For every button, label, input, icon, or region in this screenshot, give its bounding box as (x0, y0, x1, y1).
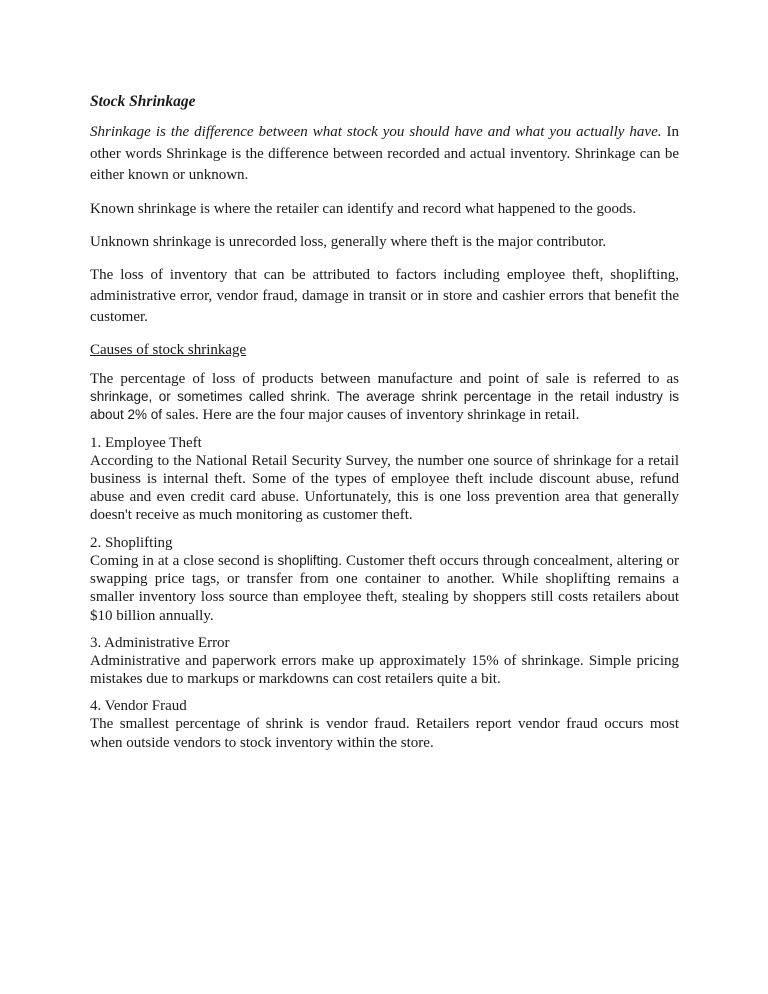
cause-body-part-a: Coming in at a close second is (90, 552, 278, 569)
intro-paragraph (90, 122, 679, 187)
causes-intro-part-c: sales. Here are the four major causes of inventory shrinkage in retail. (162, 406, 580, 423)
causes-intro-part-a: The percentage of loss of products between manufacture and point of sale is referred to as (90, 370, 679, 387)
cause-employee-theft (90, 434, 679, 525)
intro-definition: Shrinkage is the difference between what stock you should have and what you actually have. (90, 124, 662, 140)
known-shrinkage-paragraph: Known shrinkage is where the retailer can identify and record what happened to the goods. (90, 200, 637, 217)
intro-rest: In other words Shrinkage is the difference between recorded and actual inventory. Shrinkage can be either known or unknown. (90, 124, 679, 183)
causes-intro-part-b: shrinkage, or sometimes called shrink. The average shrink percentage in the retail industry is about 2% of (90, 388, 679, 422)
cause-body (90, 552, 679, 625)
cause-heading: 4. Vendor Fraud (90, 698, 187, 715)
cause-administrative-error (90, 634, 679, 689)
cause-body-part-c: Customer theft occurs through concealment, altering or swapping price tags, or transfer from one container to another. While shoplifting remains a smaller inventory loss source than employee theft, stealing by shoppers still costs retailers about $10 billion annually. (90, 552, 679, 624)
cause-vendor-fraud (90, 697, 679, 752)
cause-shoplifting (90, 534, 679, 625)
cause-heading: 3. Administrative Error (90, 634, 230, 651)
cause-body: The smallest percentage of shrink is vendor fraud. Retailers report vendor fraud occurs most when outside vendors to stock inventory within the store. (90, 716, 679, 751)
unknown-shrinkage-paragraph: Unknown shrinkage is unrecorded loss, generally where theft is the major contributor. (90, 233, 607, 250)
cause-heading: 1. Employee Theft (90, 434, 202, 451)
cause-body: Administrative and paperwork errors make up approximately 15% of shrinkage. Simple pricing mistakes due to markups or markdowns can cost retailers quite a bit. (90, 652, 679, 688)
document-title: Stock Shrinkage (90, 93, 196, 110)
causes-heading: Causes of stock shrinkage (90, 341, 247, 358)
causes-intro-paragraph (90, 370, 679, 424)
cause-heading: 2. Shoplifting (90, 534, 173, 551)
cause-body-part-b: shoplifting. (277, 552, 343, 568)
loss-factors-paragraph: The loss of inventory that can be attributed to factors including employee theft, shoplifting, administrative error, vendor fraud, damage in transit or in store and cashier errors that benefit the customer. (90, 266, 679, 325)
cause-body: According to the National Retail Security Survey, the number one source of shrinkage for a retail business is internal theft. Some of the types of employee theft include discount abuse, refund abuse and even credit card abuse. Unfortunately, this is one loss prevention area that generally doesn't receive as much monitoring as customer theft. (90, 452, 679, 524)
